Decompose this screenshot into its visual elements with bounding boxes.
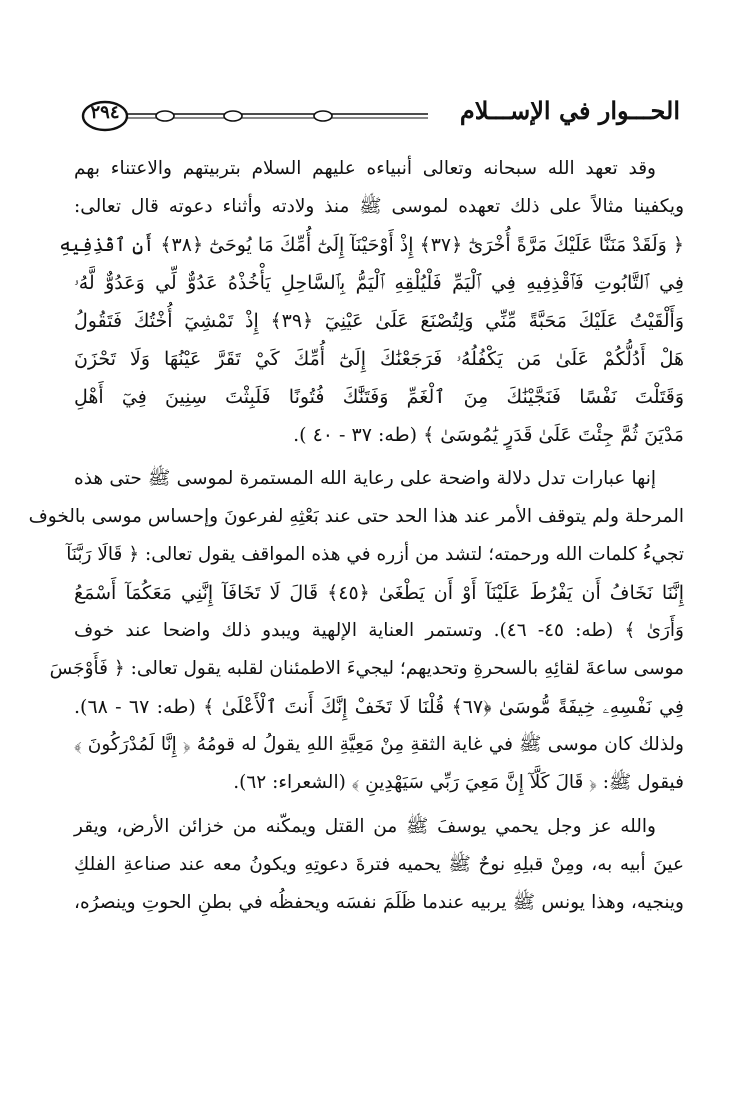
- verse-line: فِي نَفْسِهِۦ خِيفَةً مُّوسَىٰ ﴿٦٧﴾ قُلْنَا لَا تَخَفْ إِنَّكَ أَنتَ ٱلْأَعْلَىٰ ﴾ (طه: ٦٧ - ٦٨).: [74, 696, 684, 718]
- verse-line: وَقَتَلْتَ نَفْسًا فَنَجَّيْنَٰكَ مِنَ ٱلْغَمِّ وَفَتَنَّٰكَ فُتُونًا فَلَبِثْتَ سِنِينَ فِيٓ أَهْلِ: [74, 386, 684, 408]
- text-line: إنها عبارات تدل دلالة واضحة على رعاية الله المستمرة لموسى ﷺ حتى هذه: [74, 468, 656, 489]
- verse-line: إِنَّنَا نَخَافُ أَن يَفْرُطَ عَلَيْنَآ أَوْ أَن يَطْغَىٰ ﴿٤٥﴾ قَالَ لَا تَخَافَآ إِنَّنِي مَعَكُمَآ أَسْمَعُ: [74, 582, 684, 604]
- running-title: الحـــوار في الإســـلام: [459, 96, 680, 125]
- text-line: فيقول ﷺ: ﴿ قَالَ كَلَّآ إِنَّ مَعِيَ رَبِّي سَيَهْدِينِ ﴾ (الشعراء: ٦٢).: [233, 772, 684, 793]
- body-text: [28, 150, 684, 922]
- text-line: وَأَرَىٰ ﴾ (طه: ٤٥- ٤٦). وتستمر العناية الإلهية ويبدو ذلك واضحا عند خوف: [74, 620, 684, 641]
- text-line: المرحلة ولم يتوقف الأمر عند هذا الحد حتى عند بَعْثِهِ لفرعونَ وإحساس موسى بالخوف: [28, 506, 684, 527]
- verse-line: هَلْ أَدُلُّكُمْ عَلَىٰ مَن يَكْفُلُهُۥ فَرَجَعْنَٰكَ إِلَىٰٓ أُمِّكَ كَيْ تَقَرَّ عَيْنُهَا وَلَا تَحْزَنَ: [74, 348, 684, 370]
- paragraph: [28, 460, 684, 802]
- text-line: تجيءُ كلمات الله ورحمته؛ لتشد من أزره في هذه المواقف يقول تعالى: ﴿ قَالَا رَبَّنَآ: [66, 544, 684, 565]
- verse-line: مَدْيَنَ ثُمَّ جِئْتَ عَلَىٰ قَدَرٍ يَٰمُوسَىٰ ﴾ (طه: ٣٧ - ٤٠ ).: [293, 424, 684, 446]
- paragraph: [74, 808, 684, 922]
- text-line: وينجيه، وهذا يونس ﷺ يربيه عندما ظَلَمَ نفسَه ويحفظُه في بطنِ الحوتِ وينصرُه،: [74, 892, 684, 913]
- page-number: ٢٩٤: [90, 102, 120, 123]
- page-header: [78, 90, 680, 140]
- text-line: والله عز وجل يحمي يوسفَ ﷺ من القتل ويمكّنه من خزائن الأرض، ويقر: [74, 816, 656, 837]
- verse-line: وَأَلْقَيْتُ عَلَيْكَ مَحَبَّةً مِّنِّي وَلِتُصْنَعَ عَلَىٰ عَيْنِيٓ ﴿٣٩﴾ إِذْ تَمْشِيٓ أُخْتُكَ فَتَقُولُ: [74, 310, 684, 332]
- text-line: ويكفينا مثالاً على ذلك تعهده لموسى ﷺ منذ ولادته وأثناء دعوته قال تعالى:: [74, 196, 684, 217]
- verse-line: فِي ٱلتَّابُوتِ فَٱقْذِفِيهِ فِي ٱلْيَمِّ فَلْيُلْقِهِ ٱلْيَمُّ بِٱلسَّاحِلِ يَأْخُذْهُ عَدُوٌّ لِّي وَعَدُوٌّ لَّهُۥ: [74, 272, 684, 294]
- text-line: ولذلك كان موسى ﷺ في غاية الثقةِ مِنْ مَعِيَّةِ اللهِ يقولُ له قومُهُ ﴿ إِنَّا لَمُدْرَكُونَ ﴾: [74, 734, 684, 755]
- verse-line: ﴿ وَلَقَدْ مَنَنَّا عَلَيْكَ مَرَّةً أُخْرَىٰٓ ﴿٣٧﴾ إِذْ أَوْحَيْنَآ إِلَىٰٓ أُمِّكَ مَا يُوحَىٰٓ ﴿٣٨﴾ أَنِ ٱقْذِفِيهِ: [59, 234, 684, 256]
- text-line: موسى ساعةَ لقائِهِ بالسحرةِ وتحديهم؛ ليجيءَ الاطمئنان لقلبه يقول تعالى: ﴿ فَأَوْجَسَ: [49, 658, 684, 679]
- text-line: وقد تعهد الله سبحانه وتعالى أنبياءه عليهم السلام بتربيتهم والاعتناء بهم: [74, 158, 656, 179]
- paragraph: [59, 150, 684, 454]
- text-line: عينَ أبيه به، ومِنْ قبلِهِ نوحٌ ﷺ يحميه فترةَ دعوتِهِ ويكونُ معه عند صناعةِ الفلكِ: [74, 854, 684, 875]
